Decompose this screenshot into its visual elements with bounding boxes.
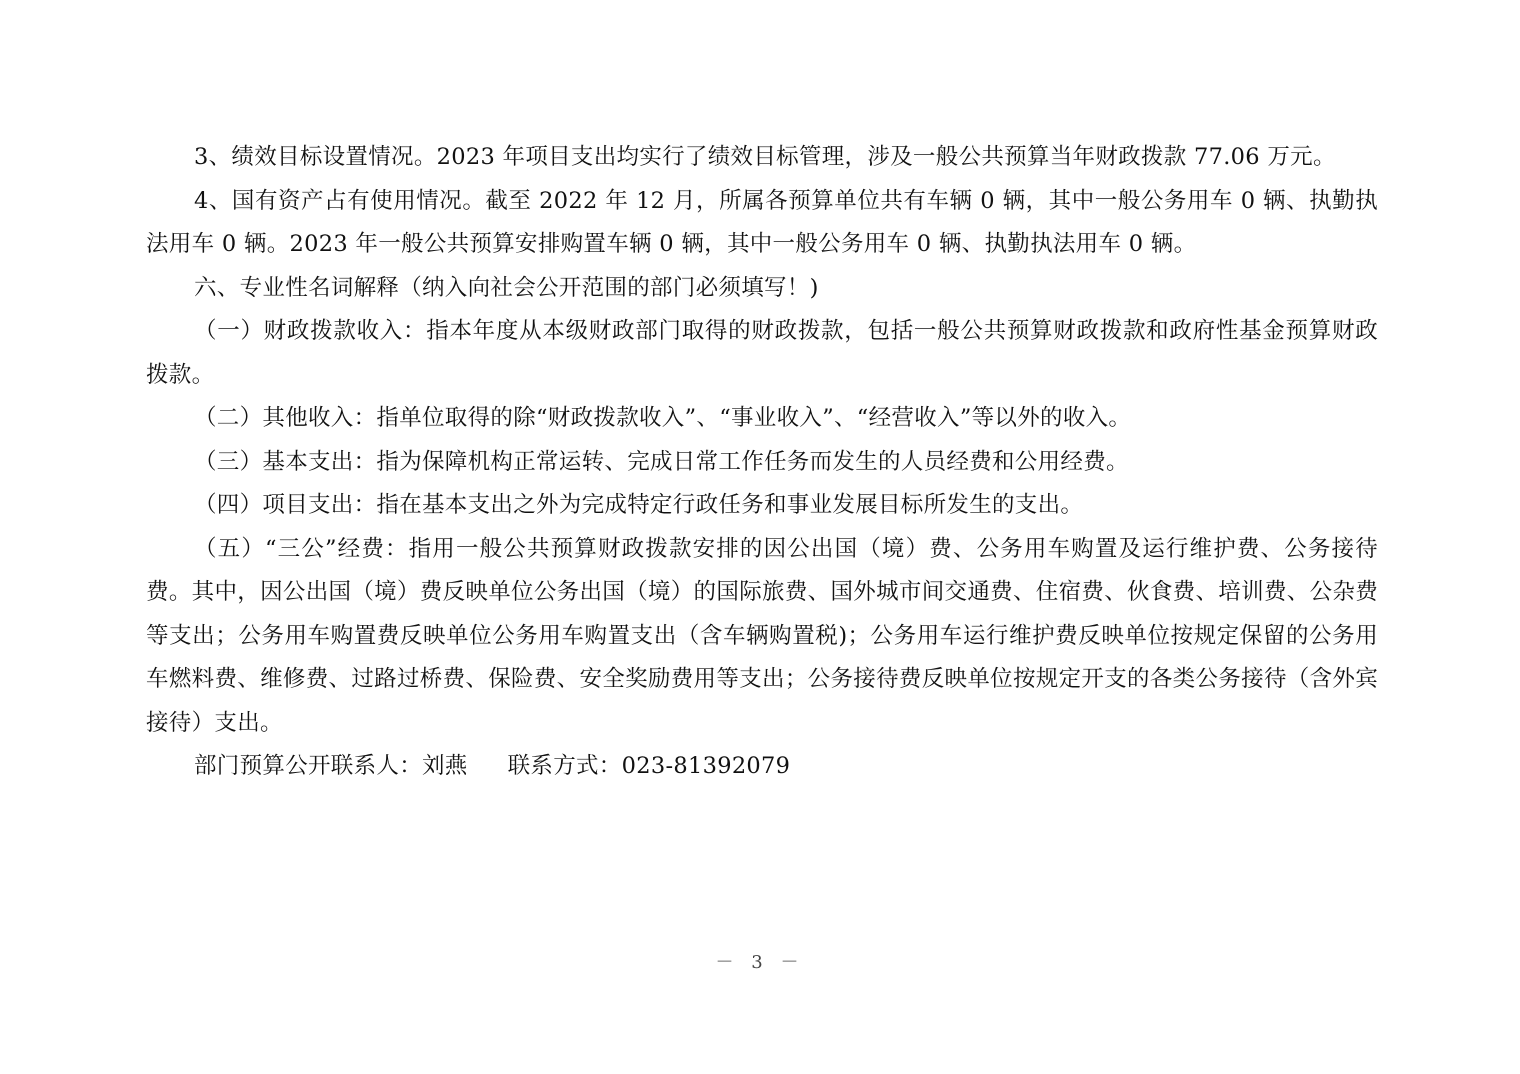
- paragraph-term-three-public-expenses: （五）“三公”经费：指用一般公共预算财政拨款安排的因公出国（境）费、公务用车购置及运行维护费、公务接待费。其中，因公出国（境）费反映单位公务出国（境）的国际旅费、国外城市间交通费、住宿费、伙食费、培训费、公杂费等支出；公务用车购置费反映单位公务用车购置支出（含车辆购置税)；公务用车运行维护费反映单位按规定保留的公务用车燃料费、维修费、过路过桥费、保险费、安全奖励费用等支出；公务接待费反映单位按规定开支的各类公务接待（含外宾接待）支出。: [146, 535, 1378, 736]
- contact-person: 部门预算公开联系人：刘燕: [194, 753, 468, 779]
- paragraph-term-other-income: （二）其他收入：指单位取得的除“财政拨款收入”、“事业收入”、“经营收入”等以外的收入。: [194, 405, 1132, 431]
- document-body: [146, 136, 1378, 789]
- contact-phone: 联系方式：023-81392079: [507, 753, 791, 779]
- section-heading-terms: 六、专业性名词解释（纳入向社会公开范围的部门必须填写！): [194, 274, 819, 301]
- paragraph-term-basic-expenditure: （三）基本支出：指为保障机构正常运转、完成日常工作任务而发生的人员经费和公用经费。: [194, 448, 1129, 475]
- paragraph-term-fiscal-appropriation: （一）财政拨款收入：指本年度从本级财政部门取得的财政拨款，包括一般公共预算财政拨款和政府性基金预算财政拨款。: [146, 318, 1378, 388]
- paragraph-term-project-expenditure: （四）项目支出：指在基本支出之外为完成特定行政任务和事业发展目标所发生的支出。: [194, 492, 1084, 518]
- contact-line: [146, 745, 1378, 789]
- paragraph-performance-goals: 3、绩效目标设置情况。2023 年项目支出均实行了绩效目标管理，涉及一般公共预算当年财政拨款 77.06 万元。: [194, 144, 1336, 170]
- page-number: － 3 －: [715, 952, 805, 973]
- paragraph-state-assets: 4、国有资产占有使用情况。截至 2022 年 12 月，所属各预算单位共有车辆 0 辆，其中一般公务用车 0 辆、执勤执法用车 0 辆。2023 年一般公共预算安排购置车辆 0 辆，其中一般公务用车 0 辆、执勤执法用车 0 辆。: [146, 187, 1378, 257]
